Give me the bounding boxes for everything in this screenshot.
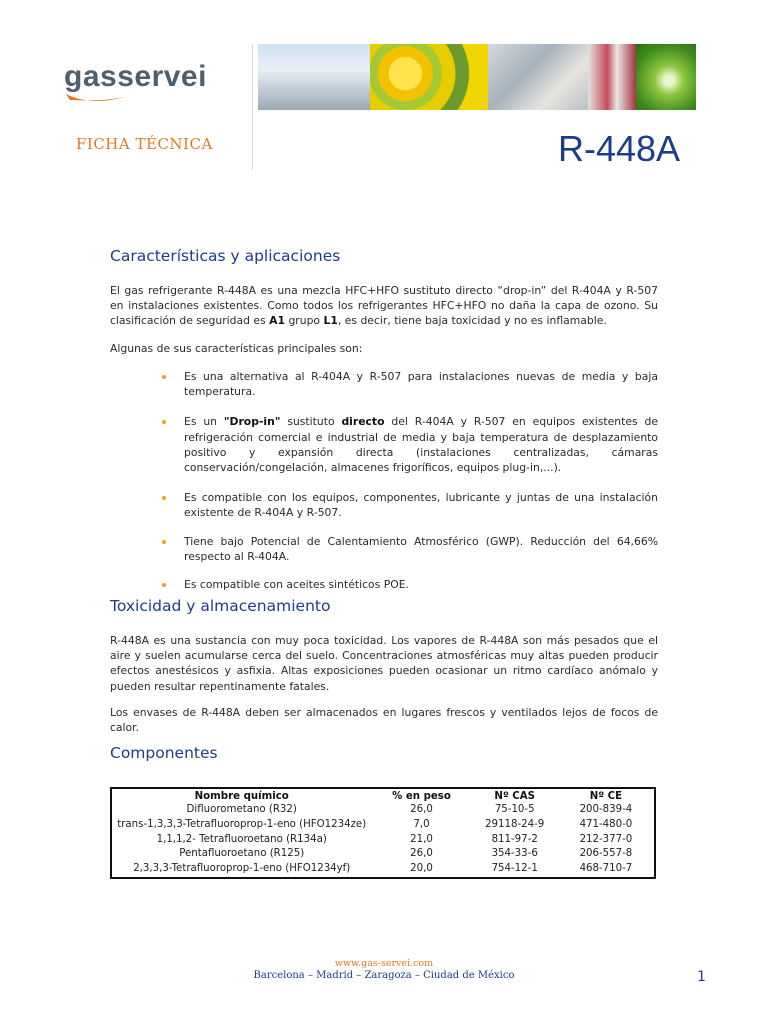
banner-tubes-photo: [588, 44, 636, 110]
document-type: FICHA TÉCNICA: [76, 135, 213, 153]
table-row: [111, 818, 655, 833]
logo-wordmark: gasservei: [64, 60, 207, 93]
banner-leaf-photo: [636, 44, 696, 110]
cell-cas: 811-97-2: [491, 833, 538, 845]
footer-website-link[interactable]: www.gas-servei.com: [334, 958, 434, 969]
bullet-icon: [162, 540, 166, 544]
cell-ce: 212-377-0: [579, 833, 633, 845]
cell-ce: 468-710-7: [579, 863, 633, 875]
table-header-row: [111, 788, 655, 803]
toxicity-paragraph: R-448A es una sustancia con muy poca toxicidad. Los vapores de R-448A son más pesados que el aire y suelen acumularse cerca del suelo. Concentraciones atmosféricas muy altas pueden producir efectos anestésicos y asfixia. Altas exposiciones pueden ocasionar un ritmo cardíaco anómalo y pueden resultar repentinamente fatales.: [110, 634, 658, 693]
footer-cities: Barcelona – Madrid – Zaragoza – Ciudad de México: [253, 970, 515, 981]
safety-class: A1: [269, 314, 286, 328]
cell-nombre: Difluorometano (R32): [186, 804, 297, 815]
list-item: Es compatible con aceites sintéticos POE.: [160, 577, 658, 592]
header-divider: [252, 44, 253, 170]
cell-cas: 75-10-5: [494, 804, 535, 815]
product-code: R-448A: [558, 128, 681, 169]
list-item: Es una alternativa al R-404A y R-507 para instalaciones nuevas de media y baja temperatura.: [160, 369, 658, 399]
table-row: [111, 862, 655, 878]
cell-nombre: trans-1,3,3,3-Tetrafluoroprop-1-eno (HFO1234ze): [117, 818, 367, 830]
cell-cas: 354-33-6: [491, 848, 538, 860]
logo-swoosh-icon: [64, 84, 174, 106]
features-list: [160, 369, 658, 592]
banner-lab-photo: [488, 44, 588, 110]
header-banner-image: [258, 44, 696, 110]
cell-ce: 200-839-4: [579, 804, 633, 815]
cell-nombre: 1,1,1,2- Tetrafluoroetano (R134a): [156, 833, 327, 845]
section-title-caracteristicas: Características y aplicaciones: [110, 247, 341, 265]
banner-cylinders-photo: [370, 44, 488, 110]
safety-group: L1: [323, 314, 338, 328]
table-row: [111, 833, 655, 848]
storage-paragraph: Los envases de R-448A deben ser almacenados en lugares frescos y ventilados lejos de focos de calor.: [110, 706, 658, 735]
components-table: [110, 787, 656, 879]
cell-peso: 26,0: [410, 848, 433, 860]
list-item: Tiene bajo Potencial de Calentamiento Atmosférico (GWP). Reducción del 64,66% respecto al R-404A.: [160, 534, 658, 564]
banner-tanks-photo: [258, 44, 370, 110]
cell-peso: 26,0: [410, 804, 433, 815]
column-header-peso: % en peso: [392, 791, 451, 802]
cell-peso: 21,0: [410, 833, 433, 845]
bullet-icon: [162, 583, 166, 587]
bullet-icon: [162, 420, 166, 424]
section-title-toxicidad: Toxicidad y almacenamiento: [110, 597, 331, 615]
column-header-nombre: Nombre químico: [194, 791, 289, 802]
cell-ce: 471-480-0: [579, 818, 633, 830]
company-logo: [64, 58, 234, 108]
intro-paragraph: El gas refrigerante R-448A es una mezcla HFC+HFO sustituto directo “drop-in” del R-404A y R-507 en instalaciones existentes. Como todos los refrigerantes HFC+HFO no daña la capa de ozono. Su clasificación de seguridad es A1 grupo L1, es decir, tiene baja toxicidad y no es inflamable.: [110, 284, 658, 328]
cell-peso: 20,0: [410, 863, 433, 875]
cell-peso: 7,0: [413, 818, 430, 830]
cell-cas: 754-12-1: [491, 863, 538, 875]
features-lead: Algunas de sus características principales son:: [110, 342, 363, 355]
cell-nombre: Pentafluoroetano (R125): [179, 848, 305, 860]
table-row: [111, 847, 655, 862]
cell-cas: 29118-24-9: [485, 818, 545, 830]
column-header-cas: Nº CAS: [494, 791, 535, 802]
cell-ce: 206-557-8: [579, 848, 633, 860]
page-number: 1: [697, 969, 706, 985]
cell-nombre: 2,3,3,3-Tetrafluoroprop-1-eno (HFO1234yf): [133, 863, 351, 875]
table-row: [111, 803, 655, 818]
list-item: Es compatible con los equipos, componentes, lubricante y juntas de una instalación existente de R-404A y R-507.: [160, 490, 658, 520]
column-header-ce: Nº CE: [589, 791, 623, 802]
list-item: Es un "Drop-in" sustituto directo del R-404A y R-507 en equipos existentes de refrigeración comercial e industrial de media y baja temperatura de desplazamiento positivo y expansión directa (instalaciones centralizadas, cámaras conservación/congelación, almacenes frigoríficos, equipos plug-in,...).: [160, 414, 658, 475]
bullet-icon: [162, 496, 166, 500]
section-title-componentes: Componentes: [110, 744, 218, 762]
bullet-icon: [162, 375, 166, 379]
